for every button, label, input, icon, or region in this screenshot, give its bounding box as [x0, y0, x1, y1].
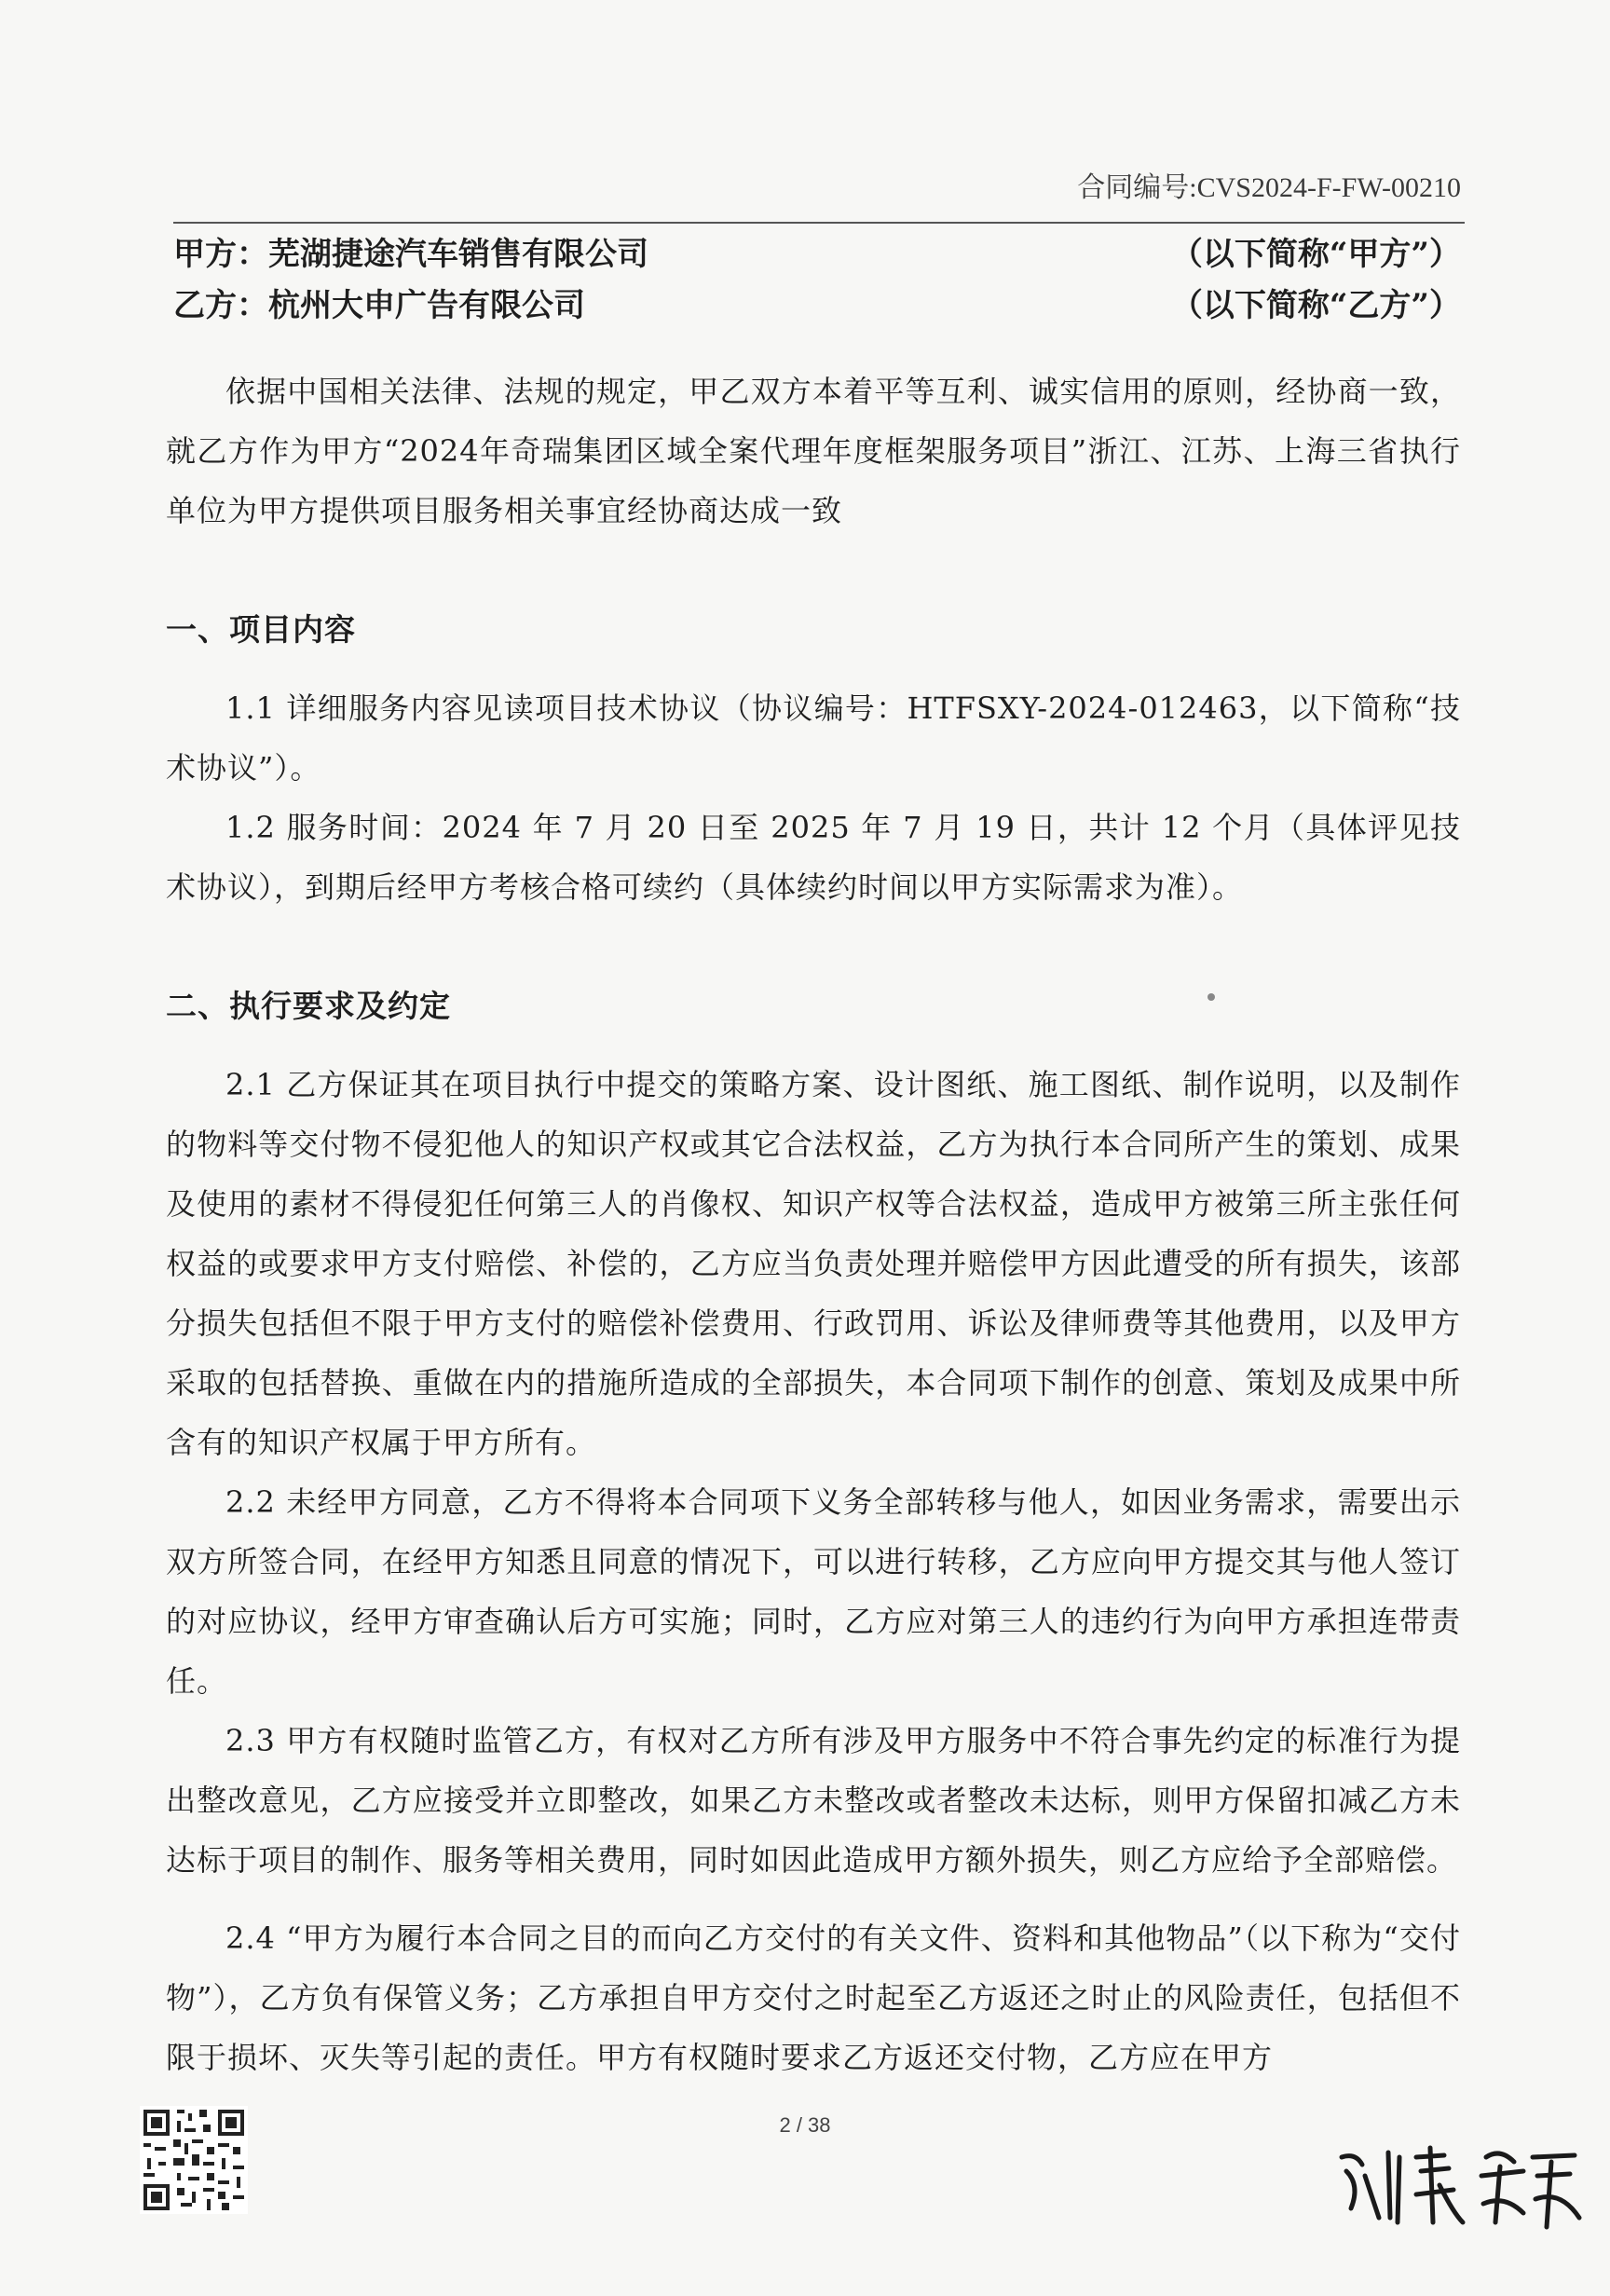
handwritten-signature-icon [1323, 2129, 1593, 2241]
section-1-title: 一、项目内容 [166, 611, 356, 648]
intro-paragraph: 依据中国相关法律、法规的规定，甲乙双方本着平等互利、诚实信用的原则，经协商一致，就乙方作为甲方“2024年奇瑞集团区域全案代理年度框架服务项目”浙江、江苏、上海三省执行单位为甲方提供项目服务相关事宜经协商达成一致 [166, 374, 1461, 528]
clause-1-1: 1.1 详细服务内容见读项目技术协议（协议编号：HTFSXY-2024-012463，以下简称“技术协议”）。 [166, 690, 1461, 786]
contract-body [166, 362, 1461, 2087]
contract-number: 合同编号:CVS2024-F-FW-00210 [1077, 172, 1461, 203]
party-a-alias: （以下简称“甲方”） [1170, 236, 1461, 273]
party-a-name: 甲方：芜湖捷途汽车销售有限公司 [173, 236, 648, 273]
clause-2-4: 2.4 “甲方为履行本合同之目的而向乙方交付的有关文件、资料和其他物品”（以下称为“交付物”），乙方负有保管义务；乙方承担自甲方交付之时起至乙方返还之时止的风险责任，包括但不限于损坏、灭失等引起的责任。甲方有权随时要求乙方返还交付物，乙方应在甲方 [166, 1920, 1461, 2075]
page-number: 2 / 38 [779, 2113, 831, 2137]
party-b-name: 乙方：杭州大申广告有限公司 [173, 287, 585, 324]
party-b-row [173, 280, 1461, 325]
party-a-row [173, 228, 1461, 274]
header-divider [173, 222, 1465, 224]
party-b-alias: （以下简称“乙方”） [1170, 287, 1461, 324]
clause-2-1: 2.1 乙方保证其在项目执行中提交的策略方案、设计图纸、施工图纸、制作说明，以及制作的物料等交付物不侵犯他人的知识产权或其它合法权益，乙方为执行本合同所产生的策划、成果及使用的素材不得侵犯任何第三人的肖像权、知识产权等合法权益，造成甲方被第三所主张任何权益的或要求甲方支付赔偿、补偿的，乙方应当负责处理并赔偿甲方因此遭受的所有损失，该部分损失包括但不限于甲方支付的赔偿补偿费用、行政罚用、诉讼及律师费等其他费用，以及甲方采取的包括替换、重做在内的措施所造成的全部损失，本合同项下制作的创意、策划及成果中所含有的知识产权属于甲方所有。 [166, 1067, 1461, 1460]
section-2-title: 二、执行要求及约定 [166, 988, 451, 1024]
clause-2-2: 2.2 未经甲方同意，乙方不得将本合同项下义务全部转移与他人，如因业务需求，需要出示双方所签合同，在经甲方知悉且同意的情况下，可以进行转移，乙方应向甲方提交其与他人签订的对应协议，经甲方审查确认后方可实施；同时，乙方应对第三人的违约行为向甲方承担连带责任。 [166, 1484, 1461, 1699]
clause-2-3: 2.3 甲方有权随时监管乙方，有权对乙方所有涉及甲方服务中不符合事先约定的标准行为提出整改意见，乙方应接受并立即整改，如果乙方未整改或者整改未达标，则甲方保留扣减乙方未达标于项目的制作、服务等相关费用，同时如因此造成甲方额外损失，则乙方应给予全部赔偿。 [166, 1723, 1461, 1878]
clause-1-2: 1.2 服务时间：2024 年 7 月 20 日至 2025 年 7 月 19 日，共计 12 个月（具体评见技术协议），到期后经甲方考核合格可续约（具体续约时间以甲方实际需求为准）。 [166, 810, 1461, 905]
scan-speck [1208, 993, 1215, 1001]
